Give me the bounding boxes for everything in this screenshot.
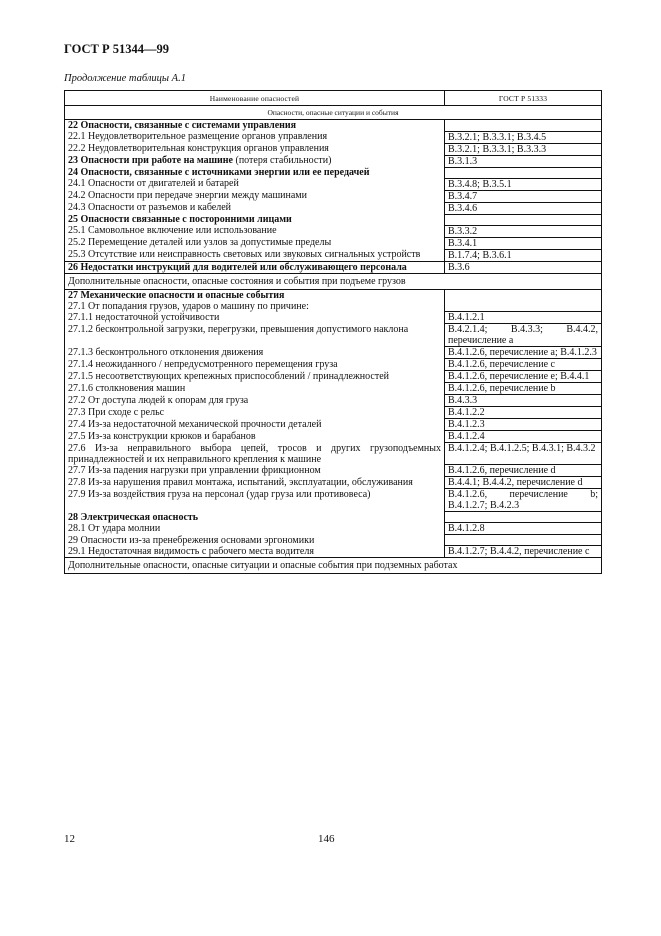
document-code: ГОСТ Р 51344—99 (64, 42, 170, 56)
standard-ref-cell: В.3.4.7 (445, 190, 602, 202)
table-row (65, 371, 602, 383)
hazard-cell (65, 214, 445, 225)
table-row (65, 190, 602, 202)
standard-ref-cell: В.3.1.3 (445, 155, 602, 167)
table-row (65, 535, 602, 546)
hazard-cell (65, 489, 445, 512)
additional-hazards-lifting (65, 273, 602, 289)
standard-ref-cell: В.3.4.1 (445, 237, 602, 249)
table-header-row (65, 91, 602, 106)
table-row (65, 261, 602, 273)
hazard-cell (65, 261, 445, 273)
table-caption: Продолжение таблицы А.1 (64, 73, 186, 84)
hazard-text: 27.7 Из-за падения нагрузки при управлении фрикционном (68, 464, 321, 476)
hazard-cell (65, 512, 445, 523)
table-row (65, 431, 602, 443)
table-row (65, 289, 602, 301)
section-title: Опасности, опасные ситуации и события (65, 106, 602, 120)
hazard-group-title: 26 Недостатки инструкций для водителей или обслуживающего персонала (68, 261, 407, 273)
table-row (65, 225, 602, 237)
hazard-text: 27.1.3 бесконтрольного отклонения движения (68, 346, 264, 358)
column-header-hazards: Наименование опасностей (65, 91, 445, 106)
hazard-cell (65, 143, 445, 155)
hazard-cell (65, 535, 445, 546)
standard-ref-cell: В.4.1.2.6, перечисление d (445, 465, 602, 477)
table-row (65, 512, 602, 523)
table-row (65, 407, 602, 419)
table-row (65, 249, 602, 261)
hazard-cell (65, 289, 445, 301)
hazard-text: 29.1 Недостаточная видимость с рабочего места водителя (68, 545, 314, 557)
hazard-cell (65, 465, 445, 477)
table-row (65, 301, 602, 312)
hazard-cell (65, 523, 445, 535)
table-row (65, 178, 602, 190)
standard-ref-cell: В.4.1.2.6, перечисление с (445, 359, 602, 371)
table-row (65, 167, 602, 178)
hazard-cell (65, 395, 445, 407)
standard-ref-cell (445, 120, 602, 132)
standard-ref-cell: В.4.2.1.4; В.4.3.3; В.4.4.2, перечисление а (445, 324, 602, 347)
standard-ref-cell: В.4.1.2.1 (445, 312, 602, 324)
table-row (65, 359, 602, 371)
hazard-cell (65, 371, 445, 383)
hazard-cell (65, 347, 445, 359)
standard-ref-cell: В.3.2.1; В.3.3.1; В.3.3.3 (445, 143, 602, 155)
hazard-text: 24.3 Опасности от разъемов и кабелей (68, 202, 231, 213)
hazard-cell (65, 383, 445, 395)
hazard-text: 24.1 Опасности от двигателей и батарей (68, 178, 239, 189)
additional-hazards-underground (65, 558, 602, 574)
standard-ref-cell: В.4.1.2.4; В.4.1.2.5; В.4.3.1; В.4.3.2 (445, 443, 602, 465)
hazard-cell (65, 190, 445, 202)
table-row (65, 489, 602, 512)
table-row (65, 546, 602, 558)
hazard-text: 27.5 Из-за конструкции крюков и барабанов (68, 430, 256, 442)
hazard-group-title: 27 Механические опасности и опасные события (68, 289, 285, 301)
table-row (65, 324, 602, 347)
table-row (65, 214, 602, 225)
standard-ref-cell (445, 167, 602, 178)
standard-ref-cell: В.3.2.1; В.3.3.1; В.3.4.5 (445, 131, 602, 143)
table-row (65, 131, 602, 143)
table-row (65, 155, 602, 167)
section-row (65, 106, 602, 120)
hazard-cell (65, 167, 445, 178)
hazard-cell (65, 202, 445, 214)
standard-ref-cell: В.4.1.2.6, перечисление е; В.4.4.1 (445, 371, 602, 383)
hazard-cell (65, 431, 445, 443)
table-row (65, 523, 602, 535)
hazard-text: 27.8 Из-за нарушения правил монтажа, испытаний, эксплуатации, обслуживания (68, 476, 413, 488)
hazard-text: 22.2 Неудовлетворительная конструкция органов управления (68, 143, 329, 154)
hazard-text: 28.1 От удара молнии (68, 522, 161, 534)
table-row (65, 383, 602, 395)
hazard-cell (65, 225, 445, 237)
page-number-center: 146 (318, 833, 335, 845)
hazard-group-title: 28 Электрическая опасность (68, 511, 199, 523)
hazard-cell (65, 443, 445, 465)
table-row (65, 477, 602, 489)
standard-ref-cell (445, 289, 602, 301)
standard-ref-cell: В.3.3.2 (445, 225, 602, 237)
standard-ref-cell: В.4.1.2.2 (445, 407, 602, 419)
hazard-text: 27.1 От попадания грузов, ударов о машину по причине: (68, 300, 309, 312)
standard-ref-cell: В.4.1.2.4 (445, 431, 602, 443)
hazard-cell (65, 249, 445, 261)
hazard-text: (потеря стабильности) (233, 155, 332, 166)
hazard-text: 27.1.1 недостаточной устойчивости (68, 311, 220, 323)
standard-ref-cell: В.3.6 (445, 261, 602, 273)
hazard-cell (65, 312, 445, 324)
hazard-text: 27.1.5 несоответствующих крепежных приспособлений / принадлежностей (68, 370, 389, 382)
hazard-text: 25.3 Отсутствие или неисправность световых или звуковых сигнальных устройств (68, 249, 421, 260)
hazard-group-title: 22 Опасности, связанные с системами управления (68, 120, 297, 131)
hazard-cell (65, 120, 445, 132)
table-row (65, 202, 602, 214)
table-row (65, 465, 602, 477)
hazard-cell (65, 359, 445, 371)
standard-ref-cell: В.3.4.6 (445, 202, 602, 214)
standard-ref-cell: В.4.1.2.3 (445, 419, 602, 431)
table-row (65, 312, 602, 324)
table-row (65, 120, 602, 132)
column-header-standard: ГОСТ Р 51333 (445, 91, 602, 106)
hazard-text: 25.1 Самовольное включение или использование (68, 225, 277, 236)
table-row (65, 395, 602, 407)
page-number-left: 12 (64, 833, 75, 845)
hazard-text: 29 Опасности из-за пренебрежения основами эргономики (68, 534, 315, 546)
table-row (65, 237, 602, 249)
standard-ref-cell: В.4.1.2.6, перечисление а; В.4.1.2.3 (445, 347, 602, 359)
hazard-text: 27.6 Из-за неправильного выбора цепей, тросов и других грузоподъемных принадлежностей и их неправильного крепления к машине (68, 442, 441, 465)
table-row (65, 143, 602, 155)
hazard-text: 27.2 От доступа людей к опорам для груза (68, 394, 249, 406)
hazard-group-title: 24 Опасности, связанные с источниками энергии или ее передачей (68, 167, 370, 178)
hazard-text: 27.1.6 столкновения машин (68, 382, 186, 394)
table-row (65, 443, 602, 465)
table-row (65, 347, 602, 359)
hazard-text: 27.1.2 бесконтрольной загрузки, перегрузки, превышения допустимого наклона (68, 323, 409, 335)
hazard-cell (65, 155, 445, 167)
hazard-text: 22.1 Неудовлетворительное размещение органов управления (68, 131, 328, 142)
hazard-cell (65, 178, 445, 190)
table-row (65, 419, 602, 431)
hazard-group-title: 23 Опасности при работе на машине (68, 155, 233, 166)
hazard-text: 24.2 Опасности при передаче энергии между машинами (68, 190, 307, 201)
hazards-table (64, 90, 602, 574)
hazard-text: 25.2 Перемещение деталей или узлов за допустимые пределы (68, 237, 332, 248)
standard-ref-cell: В.3.4.8; В.3.5.1 (445, 178, 602, 190)
hazard-text: 27.3 При сходе с рельс (68, 406, 165, 418)
standard-ref-cell (445, 512, 602, 523)
standard-ref-cell: В.4.4.1; В.4.4.2, перечисление d (445, 477, 602, 489)
hazard-group-title: 25 Опасности связанные с посторонними лицами (68, 214, 292, 225)
hazard-cell (65, 301, 445, 312)
hazard-cell (65, 546, 445, 558)
hazard-cell (65, 477, 445, 489)
standard-ref-cell: В.4.1.2.6, перечисление b (445, 383, 602, 395)
standard-ref-cell: В.4.1.2.7; В.4.4.2, перечисление с (445, 546, 602, 558)
standard-ref-cell: В.1.7.4; В.3.6.1 (445, 249, 602, 261)
hazard-text: 27.1.4 неожиданного / непредусмотренного перемещения груза (68, 358, 338, 370)
standard-ref-cell: В.4.1.2.8 (445, 523, 602, 535)
additional-hazards-lifting-text: Дополнительные опасности, опасные состояния и события при подъеме грузов (65, 273, 602, 289)
hazard-cell (65, 131, 445, 143)
standard-ref-cell (445, 214, 602, 225)
standard-ref-cell: В.4.3.3 (445, 395, 602, 407)
hazard-cell (65, 324, 445, 347)
hazard-cell (65, 419, 445, 431)
hazard-cell (65, 407, 445, 419)
hazard-text: 27.4 Из-за недостаточной механической прочности деталей (68, 418, 322, 430)
standard-ref-cell: В.4.1.2.6, перечисление b; В.4.1.2.7; В.4.2.3 (445, 489, 602, 512)
additional-hazards-underground-text: Дополнительные опасности, опасные ситуации и опасные события при подземных работах (65, 558, 602, 574)
hazard-text: 27.9 Из-за воздействия груза на персонал (удар груза или противовеса) (68, 488, 371, 500)
standard-ref-cell (445, 301, 602, 312)
standard-ref-cell (445, 535, 602, 546)
hazard-cell (65, 237, 445, 249)
